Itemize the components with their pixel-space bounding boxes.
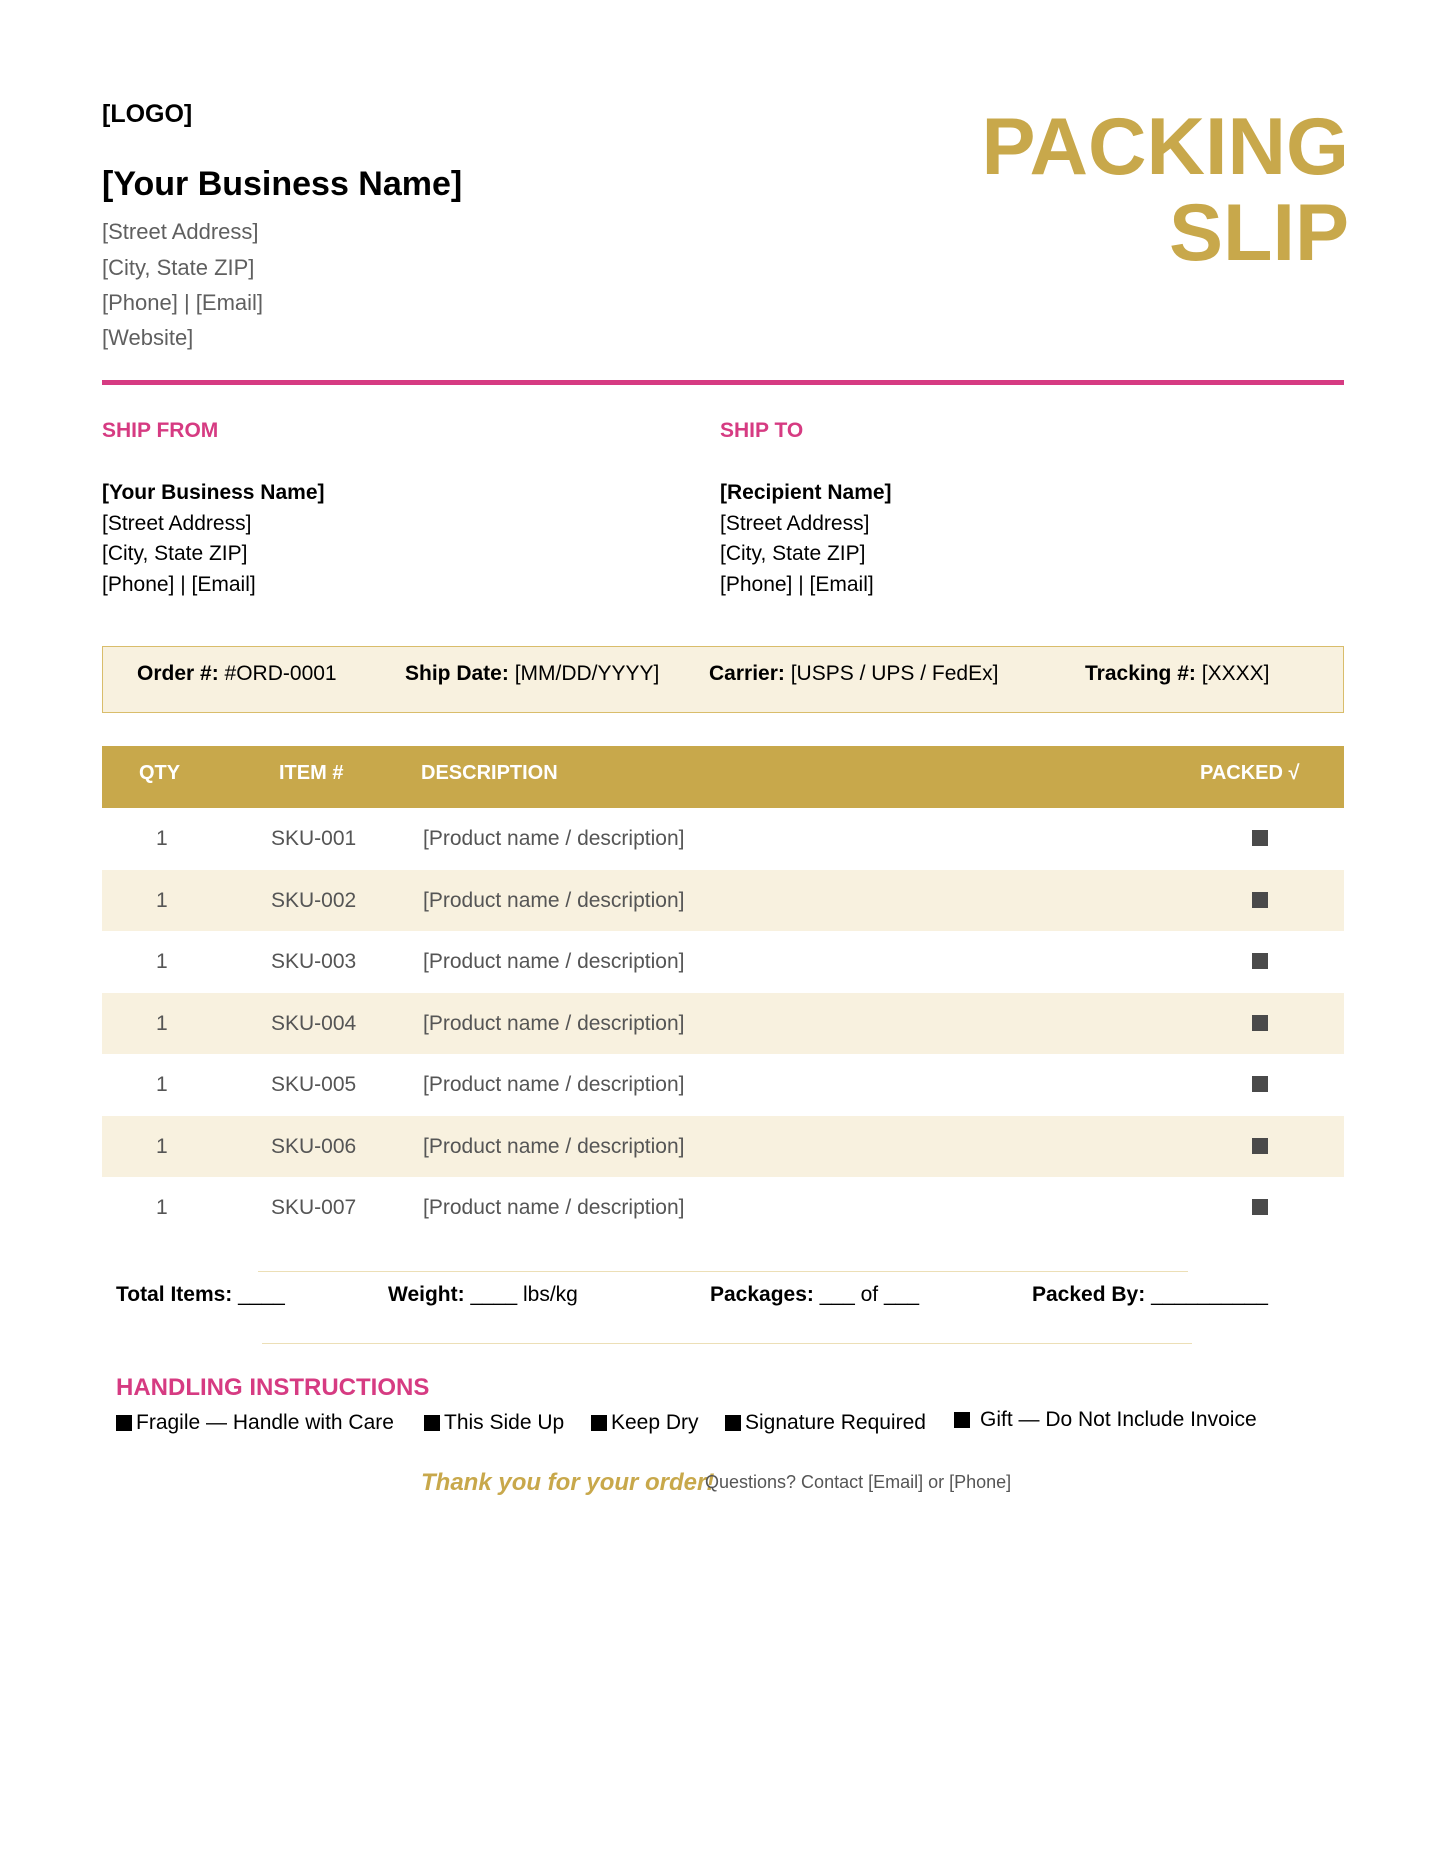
order-number-value: #ORD-0001 (224, 662, 337, 685)
table-row (102, 993, 1344, 1055)
row-qty: 1 (156, 950, 168, 973)
column-header-description: DESCRIPTION (421, 762, 558, 784)
carrier-label: Carrier: (709, 662, 785, 685)
handling-option-signature[interactable] (725, 1411, 926, 1435)
row-sku: SKU-007 (271, 1196, 357, 1219)
header-divider (102, 380, 1344, 385)
total-items (116, 1283, 285, 1307)
row-sku: SKU-006 (271, 1134, 357, 1158)
column-header-qty: QTY (139, 762, 181, 784)
ship-to-city: [City, State ZIP] (720, 542, 866, 565)
row-sku: SKU-003 (271, 950, 357, 973)
total-items-value: ____ (238, 1283, 285, 1306)
handling-option-label: Keep Dry (611, 1411, 699, 1434)
packed-checkbox[interactable] (1252, 1015, 1268, 1031)
ship-to-heading: SHIP TO (720, 419, 804, 442)
ship-from-heading: SHIP FROM (102, 419, 219, 442)
row-description: [Product name / description] (423, 827, 685, 850)
fragile-checkbox-icon[interactable] (116, 1415, 132, 1431)
column-header-item: ITEM # (279, 762, 344, 784)
table-row (102, 808, 1344, 870)
business-website: [Website] (102, 325, 194, 350)
ship-from-block (102, 478, 325, 600)
packed-checkbox[interactable] (1252, 1138, 1268, 1154)
ship-date-value: [MM/DD/YYYY] (514, 662, 660, 685)
row-qty: 1 (156, 827, 168, 850)
ship-from-street: [Street Address] (102, 511, 252, 535)
thank-you-message: Thank you for your order! (421, 1469, 715, 1496)
document-title (981, 104, 1349, 276)
order-number (137, 662, 337, 686)
table-row (102, 1116, 1344, 1178)
ship-date (405, 662, 659, 686)
row-description: [Product name / description] (423, 1011, 685, 1035)
title-line-2: SLIP (1168, 188, 1349, 278)
row-sku: SKU-002 (271, 888, 357, 912)
title-line-1: PACKING (981, 102, 1349, 192)
packed-by (1032, 1283, 1268, 1307)
summary-bottom-rule (262, 1343, 1192, 1344)
handling-option-label: Signature Required (745, 1411, 926, 1434)
table-row (102, 931, 1344, 993)
contact-line: Questions? Contact [Email] or [Phone] (705, 1472, 1012, 1492)
ship-to-block (720, 478, 892, 600)
handling-option-label: Gift — Do Not Include Invoice (980, 1408, 1257, 1431)
summary-top-rule (258, 1271, 1188, 1272)
table-row (102, 870, 1344, 932)
this-side-up-checkbox-icon[interactable] (424, 1415, 440, 1431)
row-sku: SKU-005 (271, 1073, 357, 1096)
signature-checkbox-icon[interactable] (725, 1415, 741, 1431)
column-header-packed: PACKED √ (1200, 762, 1300, 784)
row-description: [Product name / description] (423, 888, 685, 912)
handling-option-gift[interactable] (954, 1408, 1257, 1432)
ship-to-contact: [Phone] | [Email] (720, 572, 874, 596)
handling-option-label: This Side Up (444, 1411, 565, 1434)
row-qty: 1 (156, 1134, 168, 1158)
weight (388, 1283, 578, 1307)
row-description: [Product name / description] (423, 1196, 685, 1219)
handling-option-keep-dry[interactable] (591, 1411, 699, 1435)
packed-checkbox[interactable] (1252, 953, 1268, 969)
order-number-label: Order #: (137, 662, 219, 685)
ship-date-label: Ship Date: (405, 662, 509, 685)
row-qty: 1 (156, 1073, 168, 1096)
handling-heading: HANDLING INSTRUCTIONS (116, 1374, 430, 1401)
row-qty: 1 (156, 888, 168, 912)
tracking-number (1085, 662, 1269, 686)
handling-option-fragile[interactable] (116, 1411, 394, 1435)
ship-from-contact: [Phone] | [Email] (102, 572, 256, 596)
ship-from-city: [City, State ZIP] (102, 542, 248, 565)
gift-checkbox-icon[interactable] (954, 1412, 970, 1428)
handling-option-this-side-up[interactable] (424, 1411, 564, 1435)
table-row (102, 1177, 1344, 1239)
row-qty: 1 (156, 1011, 168, 1035)
packages-value: ___ of ___ (819, 1283, 920, 1306)
tracking-value: [XXXX] (1201, 662, 1270, 685)
packed-checkbox[interactable] (1252, 1199, 1268, 1215)
business-contact: [Phone] | [Email] (102, 290, 264, 315)
weight-label: Weight: (388, 1283, 465, 1306)
logo-placeholder: [LOGO] (102, 100, 193, 128)
packed-checkbox[interactable] (1252, 1076, 1268, 1092)
keep-dry-checkbox-icon[interactable] (591, 1415, 607, 1431)
row-sku: SKU-001 (271, 827, 357, 850)
table-row (102, 1054, 1344, 1116)
row-qty: 1 (156, 1196, 168, 1219)
ship-to-name: [Recipient Name] (720, 481, 892, 504)
packed-checkbox[interactable] (1252, 830, 1268, 846)
packed-by-label: Packed By: (1032, 1283, 1146, 1306)
business-city: [City, State ZIP] (102, 255, 255, 280)
packed-checkbox[interactable] (1252, 892, 1268, 908)
carrier (709, 662, 998, 686)
carrier-value: [USPS / UPS / FedEx] (790, 662, 999, 685)
weight-value: ____ lbs/kg (470, 1283, 578, 1306)
total-items-label: Total Items: (116, 1283, 233, 1306)
ship-to-street: [Street Address] (720, 511, 870, 535)
ship-from-name: [Your Business Name] (102, 481, 325, 504)
packages-label: Packages: (710, 1283, 814, 1306)
row-sku: SKU-004 (271, 1011, 357, 1035)
tracking-label: Tracking #: (1085, 662, 1196, 685)
row-description: [Product name / description] (423, 1073, 685, 1096)
row-description: [Product name / description] (423, 950, 685, 973)
handling-option-label: Fragile — Handle with Care (136, 1411, 394, 1434)
packages (710, 1283, 919, 1307)
row-description: [Product name / description] (423, 1134, 685, 1158)
business-name: [Your Business Name] (102, 165, 463, 203)
packed-by-value: __________ (1151, 1283, 1268, 1306)
business-street: [Street Address] (102, 219, 259, 244)
